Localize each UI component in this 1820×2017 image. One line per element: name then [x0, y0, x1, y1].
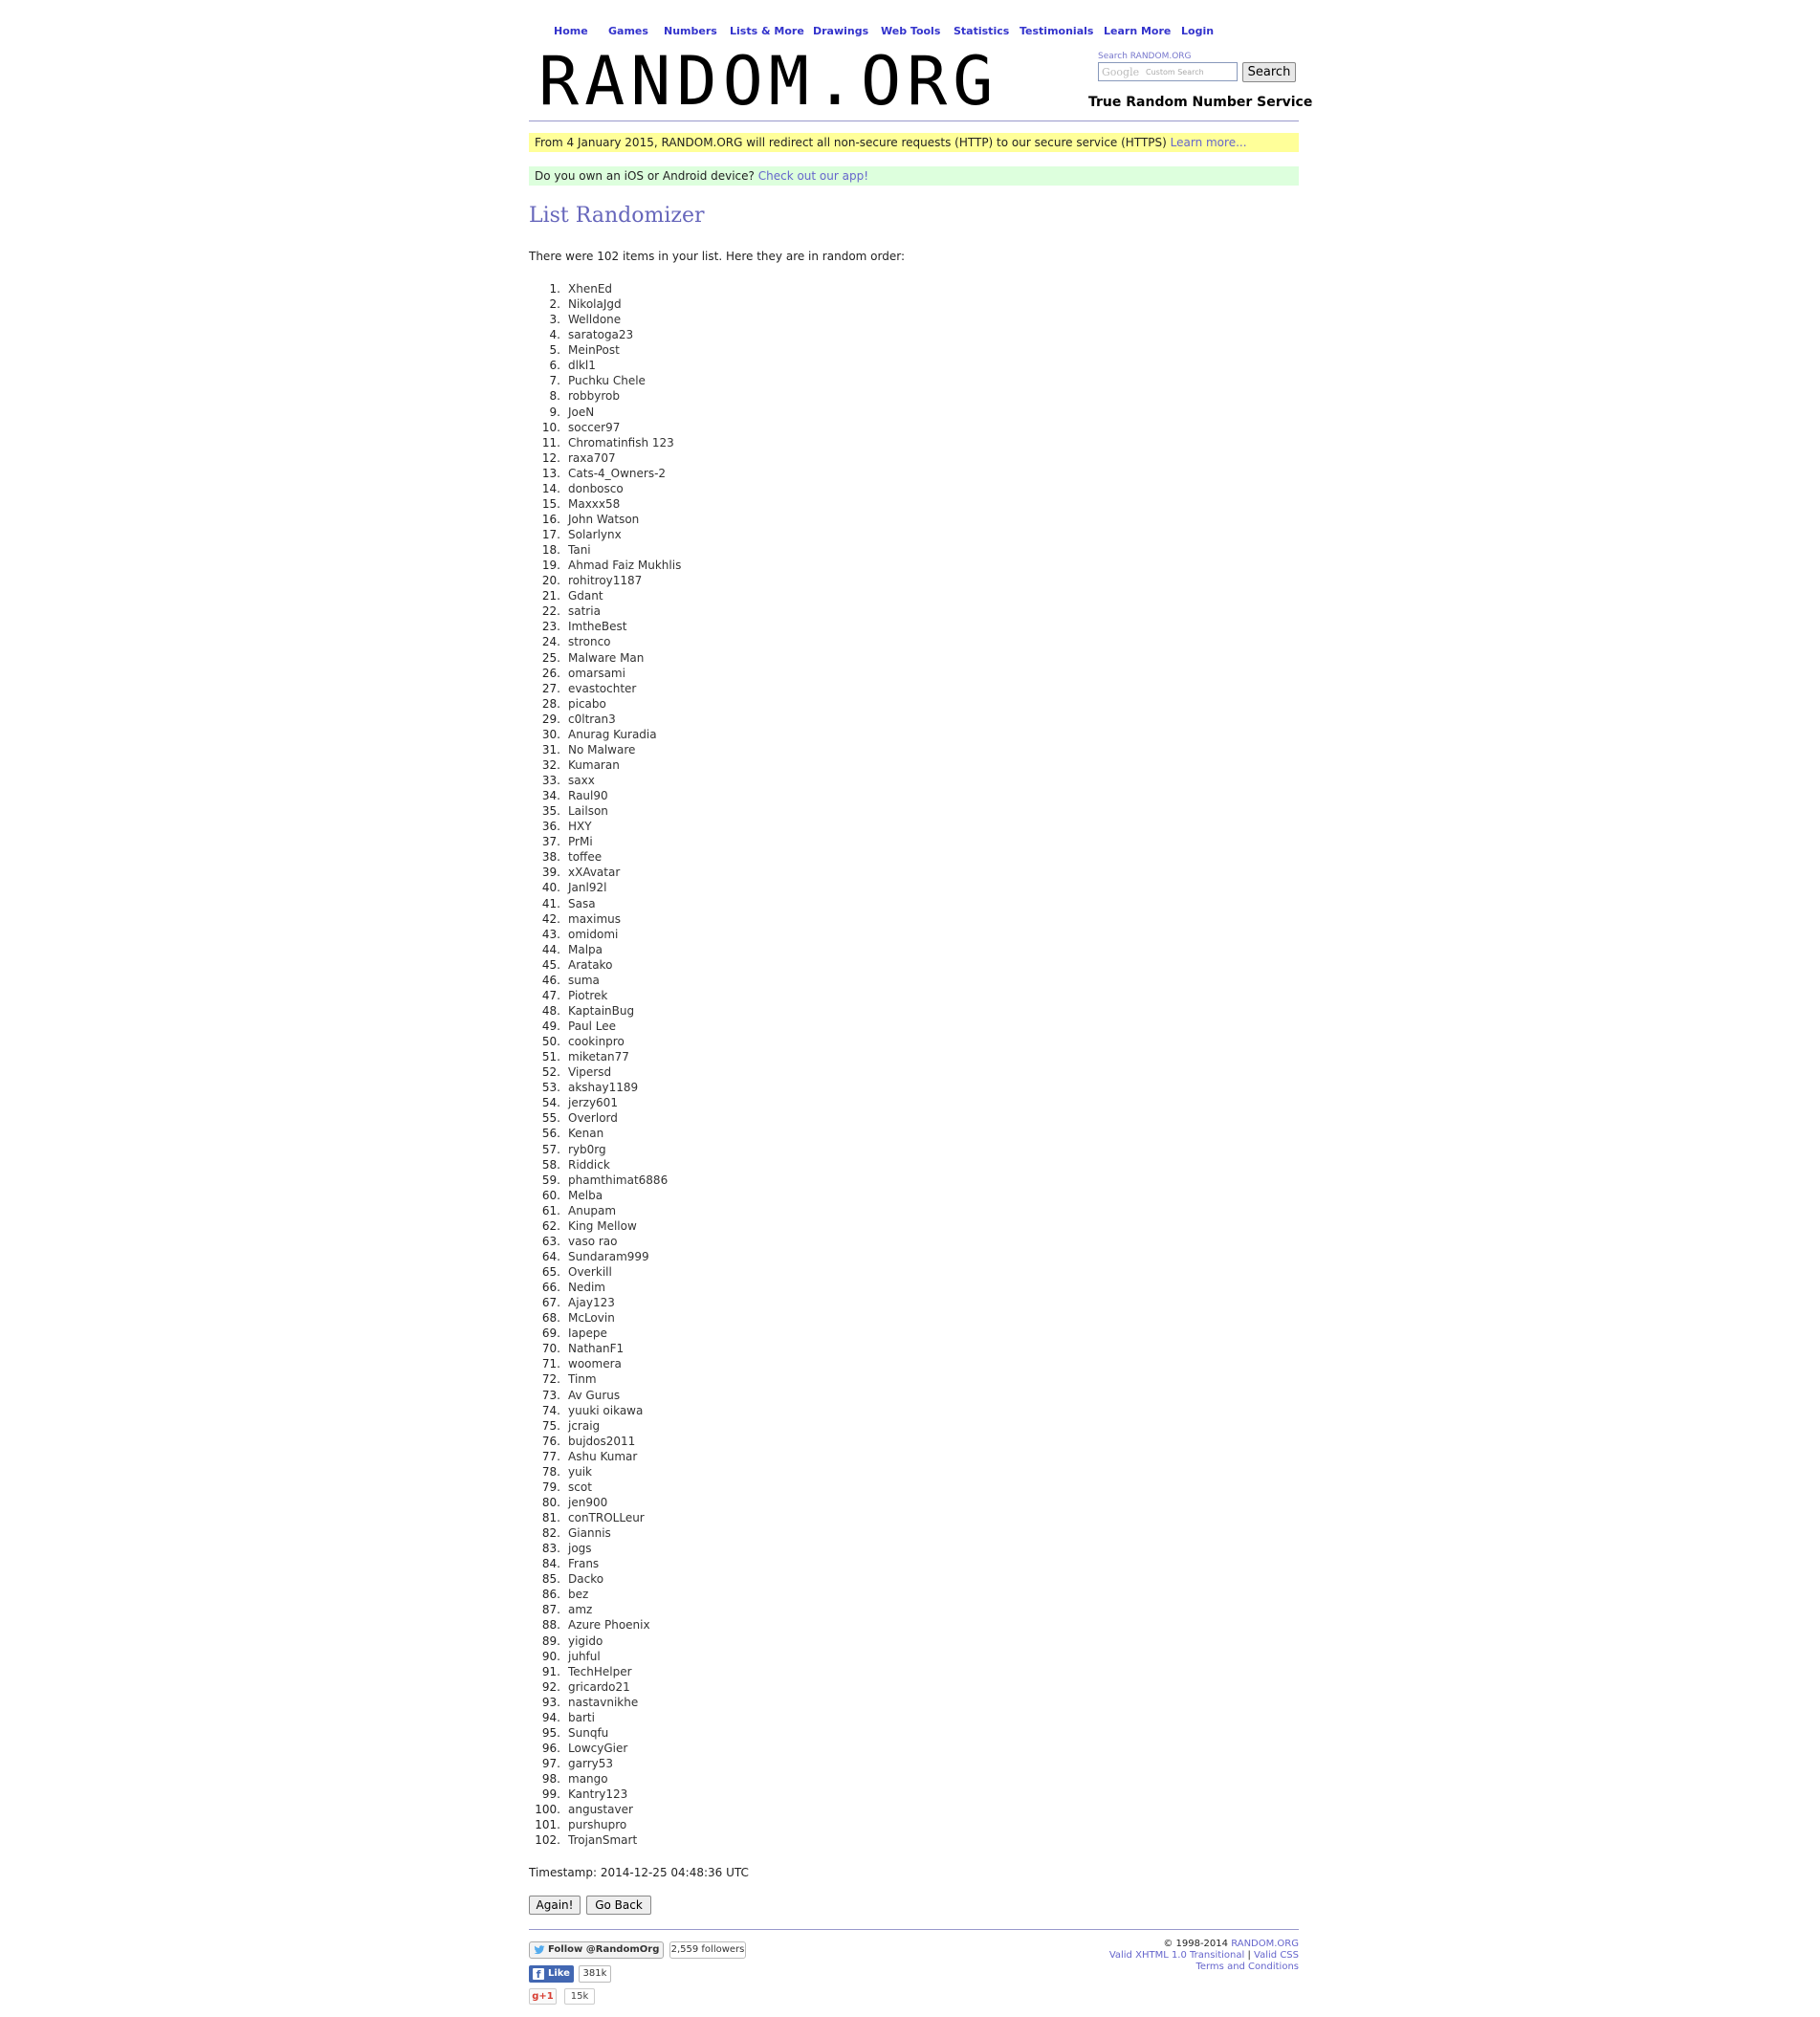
- list-item-number: 45.: [541, 957, 560, 972]
- twitter-follow-label: Follow @RandomOrg: [548, 1944, 660, 1955]
- list-item-number: 68.: [541, 1311, 560, 1326]
- list-item-value: Gdant: [568, 589, 603, 603]
- list-item-value: jcraig: [568, 1418, 601, 1433]
- list-item-value: saxx: [568, 774, 595, 787]
- list-item-value: Anurag Kuradia: [568, 727, 657, 741]
- list-item-value: xXAvatar: [568, 866, 621, 880]
- list-item-value: Tani: [568, 543, 591, 558]
- list-item-number: 64.: [541, 1249, 560, 1263]
- nav-statistics[interactable]: Statistics: [954, 25, 1010, 37]
- list-item-value: scot: [568, 1480, 592, 1494]
- list-item-value: vaso rao: [568, 1234, 618, 1248]
- app-notice: [529, 166, 1299, 186]
- page-title: List Randomizer: [529, 204, 705, 228]
- list-item-number: 5.: [549, 343, 560, 358]
- list-item-value: jogs: [568, 1542, 592, 1556]
- list-item-value: Frans: [568, 1557, 600, 1571]
- list-item-number: 62.: [541, 1218, 560, 1233]
- list-item-value: barti: [568, 1710, 595, 1724]
- footer-separator: |: [1247, 1950, 1251, 1961]
- list-item-number: 59.: [541, 1173, 560, 1187]
- list-item-value: Malware Man: [568, 650, 645, 665]
- list-item-value: woomera: [568, 1357, 622, 1371]
- list-item-value: c0ltran3: [568, 712, 616, 726]
- search-placeholder: Custom Search: [1146, 68, 1204, 77]
- list-item-number: 7.: [549, 374, 560, 388]
- list-item-value: stronco: [568, 635, 611, 649]
- list-item-value: gricardo21: [568, 1679, 630, 1694]
- list-item-value: Puchku Chele: [568, 374, 646, 388]
- list-item-value: Malpa: [568, 942, 603, 956]
- list-item-value: dlkl1: [568, 359, 596, 373]
- list-item-value: Welldone: [568, 313, 622, 327]
- list-item-number: 11.: [541, 435, 560, 449]
- list-item-value: Raul90: [568, 789, 608, 803]
- list-item-value: raxa707: [568, 450, 616, 465]
- list-item-value: jen900: [568, 1495, 608, 1509]
- list-item-number: 95.: [541, 1725, 560, 1740]
- nav-home[interactable]: Home: [554, 25, 588, 37]
- list-item-number: 67.: [541, 1296, 560, 1310]
- list-item-number: 20.: [541, 574, 560, 588]
- list-item-value: Kumaran: [568, 757, 620, 772]
- list-item-number: 9.: [549, 405, 560, 419]
- list-item-value: Tinm: [568, 1372, 597, 1387]
- list-item-number: 2.: [549, 297, 560, 312]
- list-item-value: Piotrek: [568, 988, 608, 1002]
- list-item-value: HXY: [568, 820, 592, 834]
- list-item-number: 58.: [541, 1157, 560, 1172]
- list-item-number: 51.: [541, 1050, 560, 1064]
- list-item-value: soccer97: [568, 420, 621, 434]
- terms-link[interactable]: Terms and Conditions: [1195, 1962, 1299, 1972]
- list-item-number: 6.: [549, 359, 560, 373]
- list-item-number: 4.: [549, 328, 560, 342]
- list-item-number: 46.: [541, 973, 560, 987]
- list-item-number: 25.: [541, 650, 560, 665]
- list-item-number: 74.: [541, 1403, 560, 1417]
- list-item-number: 78.: [541, 1464, 560, 1479]
- list-item-number: 79.: [541, 1480, 560, 1494]
- list-item-value: Melba: [568, 1188, 603, 1202]
- list-item-value: Aratako: [568, 957, 613, 972]
- google-plus-button[interactable]: g+1: [529, 1988, 557, 2005]
- list-item-value: Dacko: [568, 1572, 604, 1587]
- list-item-value: Vipersd: [568, 1065, 612, 1080]
- list-item-number: 12.: [541, 450, 560, 465]
- list-item-number: 22.: [541, 604, 560, 619]
- list-item-number: 50.: [541, 1035, 560, 1049]
- list-item-value: omidomi: [568, 927, 619, 941]
- go-back-button[interactable]: Go Back: [586, 1896, 651, 1915]
- list-item-value: maximus: [568, 911, 622, 926]
- list-item-number: 98.: [541, 1772, 560, 1787]
- top-nav: [529, 25, 1299, 38]
- list-item-value: NikolaJgd: [568, 297, 622, 312]
- list-item-number: 21.: [541, 589, 560, 603]
- list-item-number: 102.: [535, 1833, 560, 1848]
- facebook-like-button[interactable]: [529, 1965, 574, 1983]
- list-item-number: 34.: [541, 789, 560, 803]
- list-item-value: Ajay123: [568, 1296, 615, 1310]
- https-notice: [529, 133, 1299, 152]
- list-item-number: 69.: [541, 1326, 560, 1341]
- list-item-number: 66.: [541, 1281, 560, 1295]
- list-item-value: ImtheBest: [568, 620, 627, 634]
- nav-lists-more[interactable]: Lists & More: [730, 25, 804, 37]
- list-item-value: miketan77: [568, 1050, 629, 1064]
- list-item-number: 88.: [541, 1618, 560, 1633]
- list-item-number: 71.: [541, 1357, 560, 1371]
- list-item-number: 72.: [541, 1372, 560, 1387]
- list-item-number: 8.: [549, 389, 560, 404]
- list-item-number: 65.: [541, 1265, 560, 1279]
- nav-login[interactable]: Login: [1181, 25, 1215, 37]
- list-item-number: 76.: [541, 1434, 560, 1448]
- list-item-value: conTROLLeur: [568, 1511, 645, 1524]
- list-item-value: Nedim: [568, 1281, 605, 1295]
- list-item-value: bujdos2011: [568, 1434, 636, 1448]
- list-item-value: angustaver: [568, 1803, 633, 1817]
- list-item-value: amz: [568, 1603, 593, 1617]
- list-item-value: Av Gurus: [568, 1388, 621, 1402]
- list-item-value: Riddick: [568, 1157, 610, 1172]
- list-item-value: Azure Phoenix: [568, 1618, 650, 1633]
- list-item-value: King Mellow: [568, 1218, 637, 1233]
- list-item-value: TrojanSmart: [568, 1833, 638, 1848]
- list-item-number: 44.: [541, 942, 560, 956]
- facebook-icon: f: [533, 1968, 544, 1980]
- list-item-number: 55.: [541, 1111, 560, 1126]
- google-plus-count: 15k: [564, 1988, 595, 2005]
- footer-divider: [529, 1929, 1299, 1930]
- list-item-number: 41.: [541, 896, 560, 910]
- list-item-value: Chromatinfish 123: [568, 435, 674, 449]
- again-button[interactable]: Again!: [529, 1896, 581, 1915]
- list-item-number: 14.: [541, 481, 560, 495]
- list-item-value: omarsami: [568, 666, 625, 680]
- list-item-number: 19.: [541, 559, 560, 573]
- nav-learn-more[interactable]: Learn More: [1104, 25, 1172, 37]
- list-item-value: bez: [568, 1588, 589, 1602]
- list-item-number: 56.: [541, 1127, 560, 1141]
- app-link[interactable]: Check out our app!: [757, 169, 869, 183]
- list-item-value: mango: [568, 1772, 608, 1787]
- twitter-bird-icon: [534, 1944, 545, 1956]
- timestamp: Timestamp: 2014-12-25 04:48:36 UTC: [529, 1866, 749, 1879]
- list-item-number: 89.: [541, 1633, 560, 1648]
- list-item-number: 23.: [541, 620, 560, 634]
- list-item-value: evastochter: [568, 681, 637, 695]
- list-item-value: Ashu Kumar: [568, 1449, 638, 1463]
- list-item-number: 83.: [541, 1542, 560, 1556]
- list-item-number: 32.: [541, 757, 560, 772]
- list-item-value: Overkill: [568, 1265, 612, 1279]
- list-item-value: Janl92l: [568, 881, 607, 895]
- list-item-value: picabo: [568, 696, 606, 711]
- nav-games[interactable]: Games: [608, 25, 648, 37]
- list-item-value: donbosco: [568, 481, 624, 495]
- copyright-link[interactable]: RANDOM.ORG: [1231, 1939, 1299, 1949]
- list-item-value: Ahmad Faiz Mukhlis: [568, 559, 682, 573]
- list-item-value: Iapepe: [568, 1326, 607, 1341]
- list-item-value: PrMi: [568, 835, 593, 849]
- list-item-value: Cats-4_Owners-2: [568, 466, 667, 480]
- list-item-value: suma: [568, 973, 600, 987]
- list-item-number: 29.: [541, 712, 560, 726]
- list-item-number: 100.: [535, 1803, 560, 1817]
- list-item-number: 94.: [541, 1710, 560, 1724]
- list-item-value: Paul Lee: [568, 1019, 617, 1033]
- list-item-number: 48.: [541, 1003, 560, 1018]
- list-item-number: 33.: [541, 774, 560, 787]
- list-item-number: 27.: [541, 681, 560, 695]
- list-item-number: 24.: [541, 635, 560, 649]
- list-item-number: 93.: [541, 1695, 560, 1709]
- list-item-value: yuik: [568, 1464, 592, 1479]
- site-logo[interactable]: [538, 42, 999, 121]
- list-item-number: 30.: [541, 727, 560, 741]
- list-item-number: 10.: [541, 420, 560, 434]
- copyright-text: © 1998-2014: [1163, 1939, 1228, 1949]
- list-item-number: 91.: [541, 1664, 560, 1678]
- list-item-value: JoeN: [568, 405, 595, 419]
- list-item-number: 31.: [541, 742, 560, 756]
- list-item-number: 40.: [541, 881, 560, 895]
- site-tagline: True Random Number Service: [1088, 95, 1313, 110]
- list-item-value: Lailson: [568, 804, 608, 819]
- list-item-value: Solarlynx: [568, 528, 622, 541]
- list-item-number: 101.: [535, 1818, 560, 1832]
- twitter-follower-count: 2,559 followers: [669, 1941, 746, 1959]
- list-item-value: yuuki oikawa: [568, 1403, 644, 1417]
- https-notice-text: From 4 January 2015, RANDOM.ORG will redirect all non-secure requests (HTTP) to our secure service (HTTPS): [535, 136, 1167, 149]
- list-item-value: ryb0rg: [568, 1142, 606, 1156]
- list-item-number: 35.: [541, 804, 560, 819]
- list-item-number: 37.: [541, 835, 560, 849]
- nav-web-tools[interactable]: Web Tools: [881, 25, 941, 37]
- facebook-like-label: Like: [548, 1968, 570, 1979]
- list-item-number: 17.: [541, 528, 560, 541]
- list-item-value: Maxxx58: [568, 496, 621, 511]
- search-input[interactable]: [1098, 62, 1238, 81]
- list-item-number: 13.: [541, 466, 560, 480]
- list-item-number: 54.: [541, 1096, 560, 1110]
- list-item-value: Kenan: [568, 1127, 604, 1141]
- list-item-number: 90.: [541, 1649, 560, 1663]
- list-item-number: 26.: [541, 666, 560, 680]
- list-item-value: juhful: [568, 1649, 601, 1663]
- list-item-number: 97.: [541, 1757, 560, 1770]
- list-item-value: phamthimat6886: [568, 1173, 669, 1187]
- https-learn-more-link[interactable]: Learn more...: [1170, 136, 1247, 149]
- list-item-number: 47.: [541, 988, 560, 1002]
- list-item-value: saratoga23: [568, 328, 634, 342]
- list-item-value: cookinpro: [568, 1035, 625, 1049]
- list-item-value: jerzy601: [568, 1096, 618, 1110]
- list-item-number: 82.: [541, 1526, 560, 1541]
- list-item-number: 1.: [549, 282, 560, 296]
- list-item-number: 63.: [541, 1234, 560, 1248]
- list-item-number: 18.: [541, 543, 560, 558]
- list-item-number: 57.: [541, 1142, 560, 1156]
- list-item-value: Giannis: [568, 1526, 611, 1541]
- list-item-value: rohitroy1187: [568, 574, 643, 588]
- list-item-value: LowcyGier: [568, 1741, 628, 1755]
- list-item-number: 73.: [541, 1388, 560, 1402]
- list-item-number: 92.: [541, 1679, 560, 1694]
- list-item-number: 42.: [541, 911, 560, 926]
- list-item-value: garry53: [568, 1757, 613, 1770]
- result-intro: There were 102 items in your list. Here they are in random order:: [529, 250, 905, 263]
- list-item-value: yigido: [568, 1633, 603, 1648]
- list-item-number: 80.: [541, 1495, 560, 1509]
- list-item-number: 52.: [541, 1065, 560, 1080]
- list-item-number: 39.: [541, 866, 560, 880]
- list-item-number: 87.: [541, 1603, 560, 1617]
- list-item-value: Sasa: [568, 896, 596, 910]
- list-item-value: robbyrob: [568, 389, 620, 404]
- list-item-value: NathanF1: [568, 1342, 625, 1356]
- list-item-value: Sundaram999: [568, 1249, 649, 1263]
- list-item-value: Kantry123: [568, 1787, 628, 1802]
- list-item-number: 60.: [541, 1188, 560, 1202]
- list-item-number: 53.: [541, 1081, 560, 1095]
- list-item-number: 28.: [541, 696, 560, 711]
- list-item-value: MeinPost: [568, 343, 620, 358]
- list-item-value: KaptainBug: [568, 1003, 635, 1018]
- list-item-number: 43.: [541, 927, 560, 941]
- list-item-value: Sunqfu: [568, 1725, 609, 1740]
- list-item-number: 77.: [541, 1449, 560, 1463]
- nav-drawings[interactable]: Drawings: [813, 25, 869, 37]
- list-item-number: 15.: [541, 496, 560, 511]
- nav-numbers[interactable]: Numbers: [664, 25, 717, 37]
- list-item-value: XhenEd: [568, 282, 613, 296]
- list-item-value: McLovin: [568, 1311, 615, 1326]
- list-item-number: 49.: [541, 1019, 560, 1033]
- list-item-number: 70.: [541, 1342, 560, 1356]
- valid-xhtml-link[interactable]: Valid XHTML 1.0 Transitional: [1108, 1950, 1245, 1961]
- search-label: Search RANDOM.ORG: [1098, 52, 1192, 61]
- list-item-number: 75.: [541, 1418, 560, 1433]
- list-item-number: 85.: [541, 1572, 560, 1587]
- list-item-value: nastavnikhe: [568, 1695, 639, 1709]
- list-item-number: 96.: [541, 1741, 560, 1755]
- list-item-number: 81.: [541, 1511, 560, 1524]
- list-item-value: satria: [568, 604, 601, 619]
- list-item-number: 86.: [541, 1588, 560, 1602]
- facebook-like-count: 381k: [579, 1965, 611, 1983]
- google-logo-icon: Google: [1102, 66, 1140, 78]
- list-item-number: 84.: [541, 1557, 560, 1571]
- nav-testimonials[interactable]: Testimonials: [1020, 25, 1094, 37]
- search-button[interactable]: Search: [1242, 62, 1296, 82]
- list-item-number: 99.: [541, 1787, 560, 1802]
- app-notice-text: Do you own an iOS or Android device?: [535, 169, 755, 183]
- list-item-value: toffee: [568, 850, 603, 865]
- list-item-value: John Watson: [568, 512, 640, 526]
- list-item-value: Anupam: [568, 1203, 617, 1217]
- footer-links: [1012, 1939, 1299, 1973]
- list-item-value: akshay1189: [568, 1081, 639, 1095]
- list-item-number: 61.: [541, 1203, 560, 1217]
- list-item-value: Overlord: [568, 1111, 618, 1126]
- list-item-value: No Malware: [568, 742, 636, 756]
- list-item-number: 38.: [541, 850, 560, 865]
- list-item-value: TechHelper: [568, 1664, 632, 1678]
- list-item-number: 16.: [541, 512, 560, 526]
- list-item-number: 36.: [541, 820, 560, 834]
- logo-text: RANDOM.ORG: [538, 42, 999, 121]
- twitter-follow-button[interactable]: [529, 1941, 664, 1959]
- list-item-number: 3.: [549, 313, 560, 327]
- valid-css-link[interactable]: Valid CSS: [1254, 1950, 1299, 1961]
- list-item-value: purshupro: [568, 1818, 627, 1832]
